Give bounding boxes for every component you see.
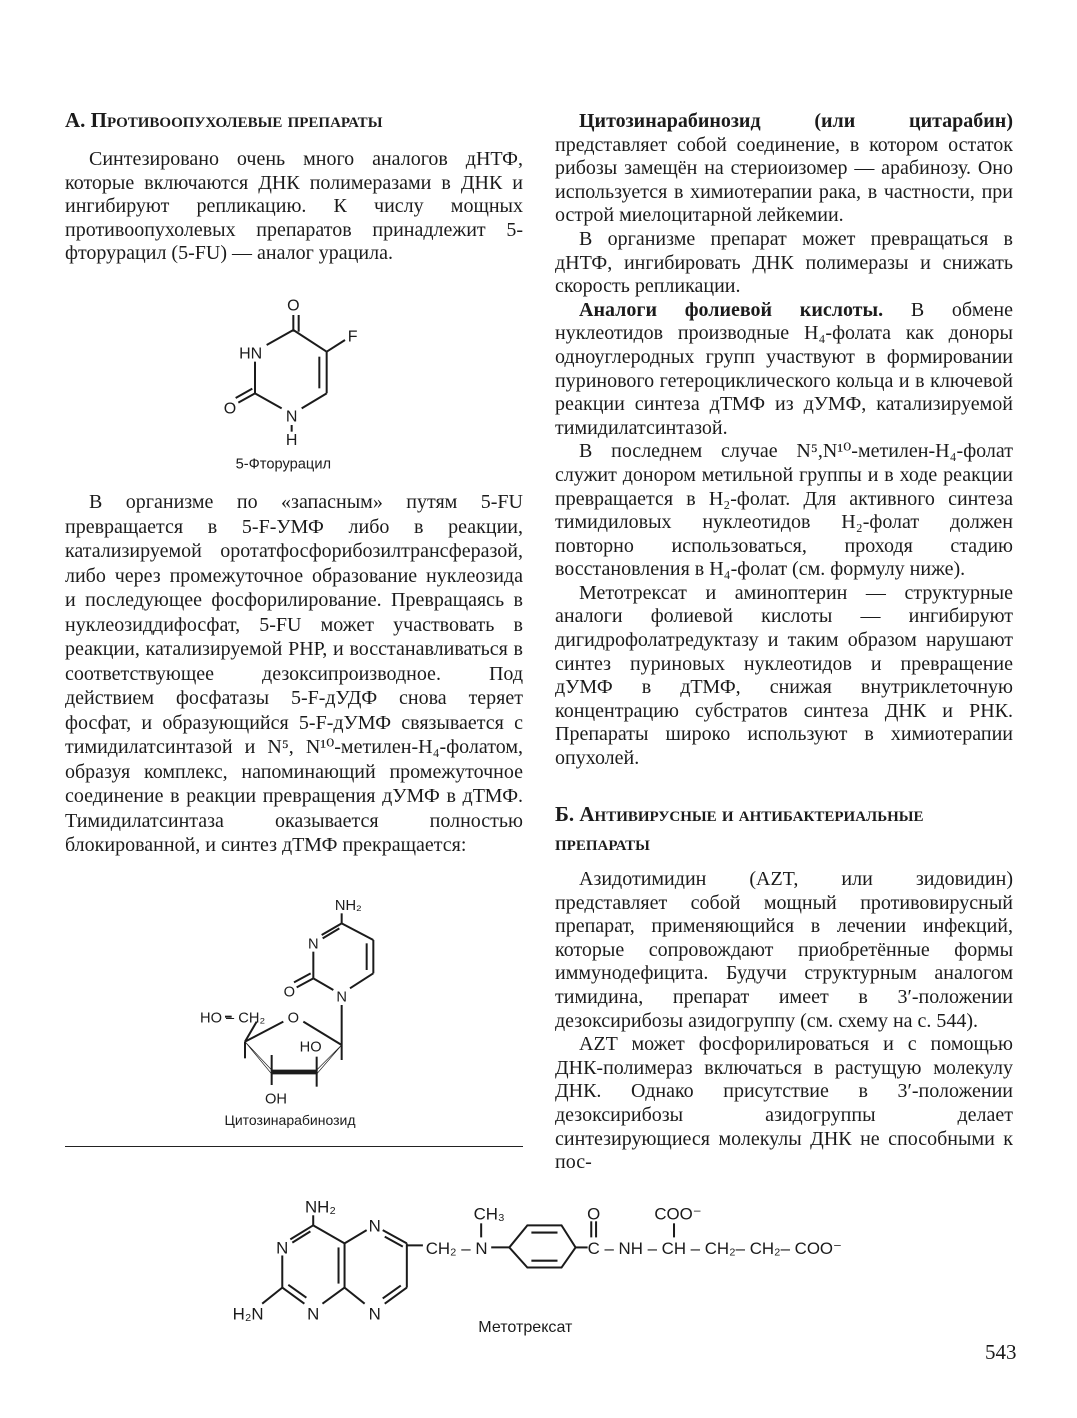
figure-caption: Цитозинарабинозид [224, 1112, 356, 1128]
atom-label: N [336, 989, 347, 1006]
paragraph-text: представляет собой соединение, в котором остаток рибозы замещён на стериоизомер — арабинозу. Оно используется в химиотерапии рака, в частности, при острой миелоцитарной лейкемии. [555, 133, 1013, 227]
paragraph: Синтезировано очень много аналогов дНТФ, которые включаются ДНК полимеразами в ДНК и ингибируют репликацию. К числу мощных противоопухолевых препаратов принадлежит 5-фторурацил (5-FU) — аналог урацила. [65, 148, 523, 265]
atom-label: N [368, 1304, 381, 1324]
paragraph: В организме препарат может превращаться в дНТФ, ингибировать ДНК полимеразы и снижать скорость репликации. [555, 227, 1013, 298]
figure-caption: 5-Фторурацил [235, 456, 332, 473]
atom-label: H [285, 432, 298, 449]
section-b-heading: Б. Антивирусные и антибактериальные препараты [555, 802, 924, 855]
atom-label: N [308, 936, 319, 953]
term-bold: Аналоги фолиевой кислоты. [579, 298, 884, 321]
atom-label: HN [239, 345, 263, 363]
methotrexate-structure [220, 1185, 850, 1342]
term-bold: Цитозинарабинозид (или цитарабин) [579, 110, 1013, 132]
atom-label: NH₂ [334, 898, 362, 914]
atom-label: N [368, 1216, 381, 1236]
atom-label: N [276, 1238, 289, 1258]
right-bottom [555, 868, 1013, 1175]
paragraph: Метотрексат и аминоптерин — структурные аналоги фолиевой кислоты — ингибируют дигидрофолатредуктазу и таким образом нарушают синтез пуриновых нуклеотидов и превращение дУМФ в дТМФ, снижая внутриклеточную концентрацию субстратов синтеза ДНК и РНК. Препараты широко используют в химиотерапии опухолей. [555, 581, 1013, 770]
paragraph: AZT может фосфорилироваться и с помощью ДНК-полимераз включаться в растущую молекулу ДНК. Однако присутствие в 3′-положении дезоксирибозы азидогруппы делает синтезирующиеся молекулы ДНК не способными к пос- [555, 1033, 1013, 1174]
section-a-heading: А. Противоопухолевые препараты [65, 108, 383, 132]
paragraph [555, 299, 1013, 441]
atom-label: O [587, 1204, 601, 1224]
atom-label: C – NH – CH – CH₂– CH₂– COO⁻ [587, 1239, 842, 1259]
right-top [555, 110, 1013, 771]
atom-label: H₂N [232, 1304, 264, 1324]
atom-label: N [307, 1304, 320, 1324]
fluorouracil-structure [200, 290, 380, 480]
paragraph: В последнем случае N⁵,N¹⁰-метилен-H₄-фолат служит донором метильной группы и в ходе реакции превращается в H₂-фолат. Для активного синтеза тимидиловых нуклеотидов H₂-фолат должен повторно использоваться, проходя стадию восстановления в H₄-фолат (см. формулу ниже). [555, 440, 1013, 581]
atom-label: COO⁻ [654, 1204, 702, 1224]
left-body [65, 490, 523, 858]
paragraph-text: В обмене нуклеотидов производные H₄-фолата как доноры одноуглеродных групп участвуют в формировании пуринового гетероциклического кольца и в ключевой реакции синтеза дТМФ из дУМФ, катализируемой тимидилатсинтазой. [555, 298, 1014, 439]
atom-label: HO [299, 1039, 322, 1056]
atom-label: O [287, 297, 300, 315]
atom-label: N [285, 408, 298, 426]
paragraph [555, 110, 1013, 228]
atom-label: CH₂ – N [425, 1239, 488, 1259]
atom-label: O [223, 400, 237, 418]
atom-label: F [347, 328, 358, 346]
cytarabine-structure [190, 890, 390, 1130]
paragraph: В организме по «запасным» путям 5-FU превращается в 5-F-УМФ либо в реакции, катализируемой оротатфосфорибозилтрансферазой, либо через промежуточное образование нуклеозида и последующее фосфорилирование. Превращаясь в нуклеозиддифосфат, 5-FU может участвовать в реакции, катализируемой РНР, и восстанавливаться в соответствующее дезоксипроизводное. Под действием фосфатазы 5-F-дУДФ снова теряет фосфат, и образующийся 5-F-дУМФ связывается с тимидилатсинтазой и N⁵, N¹⁰-метилен-H₄-фолатом, образуя комплекс, напоминающий промежуточное соединение в реакции превращения дУМФ в дТМФ. Тимидилатсинтаза оказывается полностью блокированной, и синтез дТМФ прекращается: [65, 491, 523, 856]
atom-label: CH₃ [473, 1204, 505, 1224]
paragraph: Азидотимидин (AZT, или зидовидин) представляет собой мощный противовирусный препарат, применяющийся в лечении инфекций, которые сопровождают приобретённые формы иммунодефицита. Будучи структурным аналогом тимидина, препарат имеет в 3′-положении дезоксирибозы азидогруппу (см. схему на с. 544). [555, 868, 1013, 1032]
atom-label: HO – CH₂ [200, 1010, 266, 1027]
divider-line [65, 1146, 523, 1147]
atom-label: OH [265, 1091, 287, 1108]
atom-label: O [287, 1010, 300, 1027]
page-number: 543 [985, 1340, 1017, 1364]
atom-label: NH₂ [304, 1197, 336, 1217]
figure-caption: Метотрексат [478, 1317, 573, 1336]
left-intro [65, 148, 523, 266]
atom-label: O [283, 984, 296, 1001]
